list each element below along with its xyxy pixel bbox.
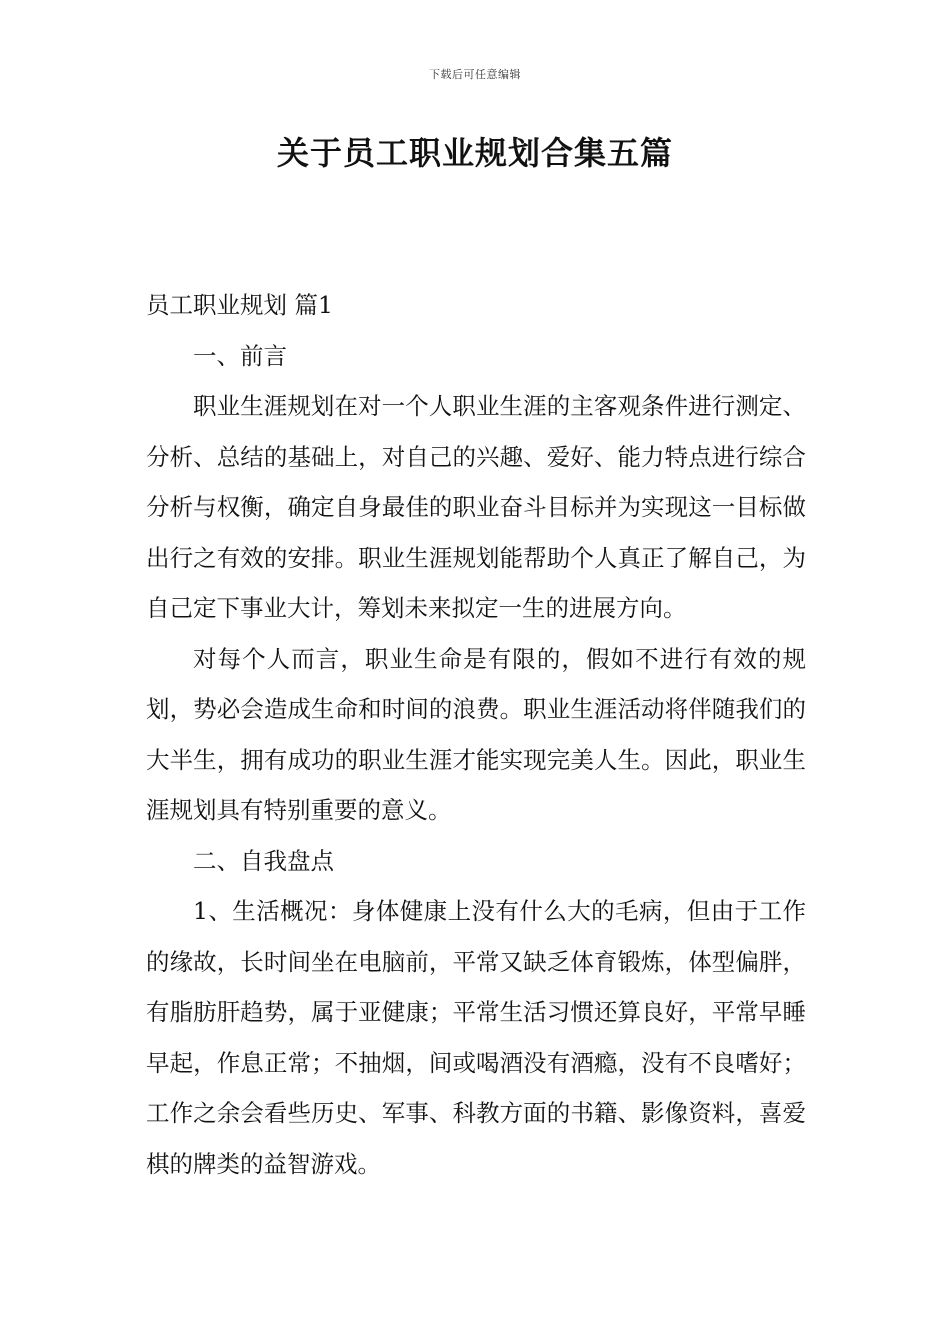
- document-body: [146, 280, 806, 1189]
- page-header-note: 下载后可任意编辑: [429, 68, 521, 81]
- heading-preface: 一、前言: [193, 341, 287, 370]
- paragraph-career-planning-importance: 对每个人而言，职业生命是有限的，假如不进行有效的规划，势必会造成生命和时间的浪费。职业生涯活动将伴随我们的大半生，拥有成功的职业生涯才能实现完美人生。因此，职业生涯规划具有特别重要的意义。: [146, 644, 806, 824]
- section-label: 员工职业规划 篇1: [146, 291, 333, 319]
- paragraph-life-overview: 1、生活概况：身体健康上没有什么大的毛病，但由于工作的缘故，长时间坐在电脑前，平常又缺乏体育锻炼，体型偏胖，有脂肪肝趋势，属于亚健康；平常生活习惯还算良好，平常早睡早起，作息正常；不抽烟，间或喝酒没有酒瘾，没有不良嗜好；工作之余会看些历史、军事、科教方面的书籍、影像资料，喜爱棋的牌类的益智游戏。: [146, 897, 806, 1178]
- heading-self-assessment: 二、自我盘点: [193, 846, 334, 875]
- document-title: 关于员工职业规划合集五篇: [276, 134, 673, 172]
- paragraph-career-planning-definition: 职业生涯规划在对一个人职业生涯的主客观条件进行测定、分析、总结的基础上，对自己的兴趣、爱好、能力特点进行综合分析与权衡，确定自身最佳的职业奋斗目标并为实现这一目标做出行之有效的安排。职业生涯规划能帮助个人真正了解自己，为自己定下事业大计，筹划未来拟定一生的进展方向。: [146, 392, 806, 622]
